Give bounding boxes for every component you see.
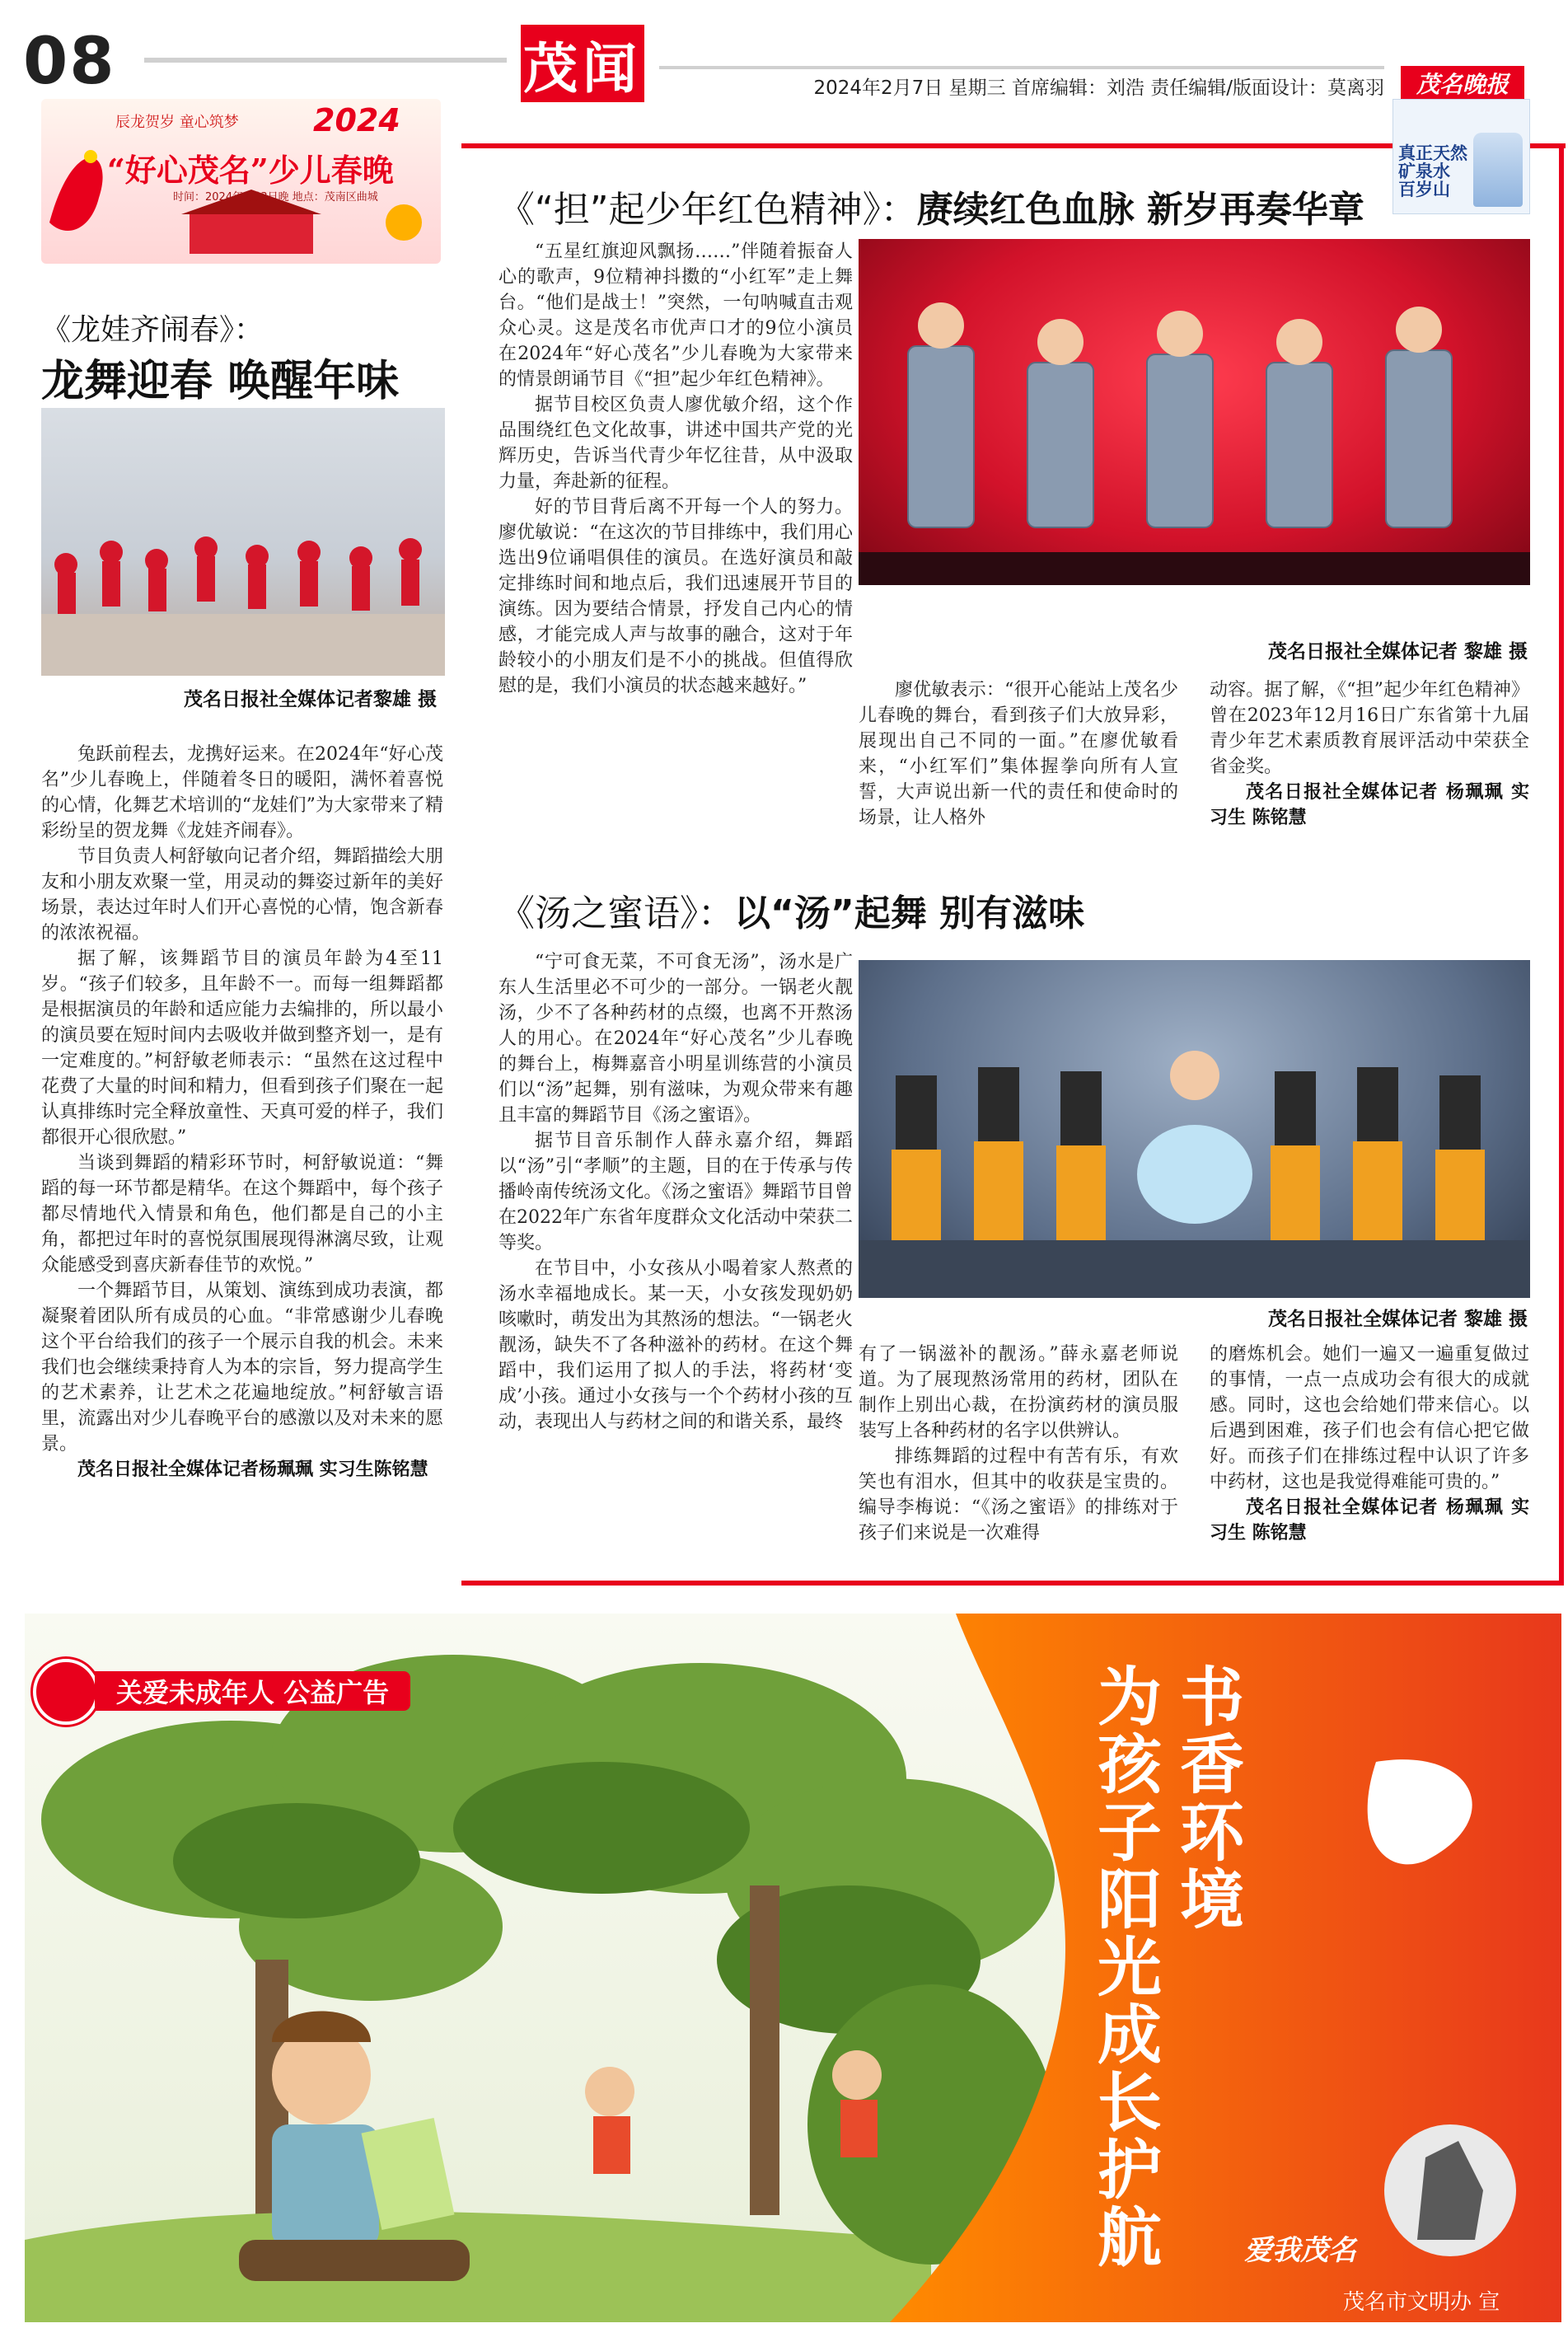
article3-paragraph: 在节目中，小女孩从小喝着家人熬煮的汤水幸福地成长。某一天，小女孩发现奶奶咳嗽时，萌发出为其熬汤的想法。“一锅老火靓汤，缺失不了各种滋补的药材。在这个舞蹈中，我们运用了拟人的手法，将药材‘变成’小孩。通过小女孩与一个个药材小孩的互动，表现出人与药材之间的和谐关系，最终 [498, 1258, 853, 1432]
article3-photo-credit: 茂名日报社全媒体记者 黎雄 摄 [1267, 1309, 1528, 1330]
article3-col1 [498, 949, 853, 1435]
article1-title: 龙舞迎春 唤醒年味 [41, 357, 400, 406]
article2-byline: 茂名日报社全媒体记者 杨珮珮 实习生 陈铭慧 [1210, 782, 1529, 828]
article3-pretitle: 《汤之蜜语》： [498, 892, 734, 934]
article1-pretitle: 《龙娃齐闹春》： [41, 313, 264, 347]
brand-logo: 爱我茂名 [1244, 2234, 1356, 2267]
frame-right [1559, 143, 1564, 1586]
article2-col2 [859, 677, 1178, 831]
article2-title: 赓续红色血脉 新岁再奏华章 [916, 189, 1364, 231]
civilization-emblem-icon [33, 1659, 99, 1725]
article2-paragraph: 据节目校区负责人廖优敏介绍，这个作品围绕红色文化故事，讲述中国共产党的光辉历史，告诉当代青少年忆往昔，从中汲取力量，奔赴新的征程。 [498, 395, 853, 492]
article1-photo-credit: 茂名日报社全媒体记者黎雄 摄 [183, 689, 437, 710]
article2-heading [498, 180, 1364, 232]
ad-text: 真正天然矿泉水 百岁山 [1398, 143, 1467, 199]
red-army-photo [859, 239, 1530, 585]
header-rule-right [659, 66, 1384, 69]
article3-col3 [1210, 1342, 1529, 1546]
park-scene-illustration-icon [25, 1614, 1561, 2322]
article1-paragraph: 一个舞蹈节目，从策划、演练到成功表演，都凝聚着团队所有成员的心血。“非常感谢少儿春晚这个平台给我们的孩子一个展示自我的机会。未来我们也会继续秉持育人为本的宗旨，努力提高学生的艺术素养，让艺术之花遍地绽放。”柯舒敏言语里，流露出对少儿春晚平台的感激以及对未来的愿景。 [41, 1281, 443, 1454]
soup-dance-photo [859, 960, 1530, 1298]
banner-title: “好心茂名”少儿春晚 [107, 152, 394, 189]
bottle-icon [1473, 133, 1523, 207]
article2-paragraph: 廖优敏表示：“很开心能站上茂名少儿春晚的舞台，看到孩子们大放异彩，展现出自己不同的一面。”在廖优敏看来，“小红军们”集体握拳向所有人宣誓，大声说出新一代的责任和使命时的场景，让人格外 [859, 680, 1178, 828]
article1-paragraph: 据了解，该舞蹈节目的演员年龄为4至11岁。“孩子们较多，且年龄不一。而每一组舞蹈都是根据演员的年龄和适应能力去编排的，所以最小的演员要在短时间内去吸收并做到整齐划一，是有一定难度的。”柯舒敏老师表示：“虽然在这过程中花费了大量的时间和精力，但看到孩子们聚在一起认真排练时完全释放童性、天真可爱的样子，我们都很开心很欣慰。” [41, 949, 443, 1148]
article3-paragraph: 排练舞蹈的过程中有苦有乐，有欢笑也有泪水，但其中的收获是宝贵的。编导李梅说：“《汤之蜜语》的排练对于孩子们来说是一次难得 [859, 1446, 1178, 1543]
article3-paragraph: “宁可食无菜，不可食无汤”，汤水是广东人生活里必不可少的一部分。一锅老火靓汤，少不了各种药材的点缀，也离不开熬汤人的用心。在2024年“好心茂名”少儿春晚的舞台上，梅舞嘉音小明星训练营的小演员们以“汤”起舞，别有滋味，为观众带来有趣且丰富的舞蹈节目《汤之蜜语》。 [498, 952, 853, 1126]
frame-bottom [461, 1581, 1564, 1586]
article1-paragraph: 当谈到舞蹈的精彩环节时，柯舒敏说道：“舞蹈的每一环节都是精华。在这个舞蹈中，每个孩子都尽情地代入情景和角色，他们都是自己的小主角，都把过年时的喜悦氛围展现得淋漓尽致，让观众能感受到喜庆新春佳节的欢悦。” [41, 1153, 443, 1276]
article3-paragraph: 据节目音乐制作人薛永嘉介绍，舞蹈以“汤”引“孝顺”的主题，目的在于传承与传播岭南传统汤文化。《汤之蜜语》舞蹈节目曾在2022年广东省年度群众文化活动中荣获二等奖。 [498, 1131, 853, 1253]
article2-photo-credit: 茂名日报社全媒体记者 黎雄 摄 [1267, 641, 1528, 663]
banner-year: 2024 [313, 102, 400, 138]
article2-paragraph: 动容。据了解，《“担”起少年红色精神》曾在2023年12月16日广东省第十九届青少年艺术素质教育展评活动中荣获全省金奖。 [1210, 680, 1529, 777]
article2-paragraph: “五星红旗迎风飘扬……”伴随着振奋人心的歌声，9位精神抖擞的“小红军”走上舞台。“他们是战士！”突然，一句呐喊直击观众心灵。这是茂名市优声口才的9位小演员在2024年“好心茂名”少儿春晚为大家带来的情景朗诵节目《“担”起少年红色精神》。 [498, 241, 853, 390]
article3-heading [498, 883, 1084, 936]
page-number: 08 [23, 25, 116, 99]
performers-illustration-icon [859, 239, 1530, 585]
slogan-line2: 为孩子阳光成长护航 [1087, 1663, 1161, 2271]
article2-col3 [1210, 677, 1529, 831]
article1-body [41, 742, 443, 1483]
article3-title: 以“汤”起舞 别有滋味 [734, 892, 1085, 934]
article2-paragraph: 好的节目背后离不开每一个人的努力。廖优敏说：“在这次的节目排练中，我们用心选出9位诵唱俱佳的演员。在选好演员和敲定排练时间和地点后，我们迅速展开节目的演练。因为要结合情景，抒发自己内心的情感，才能完成人声与故事的融合，这对于年龄较小的小朋友们是不小的挑战。但值得欣慰的是，我们小演员的状态越来越好。” [498, 497, 853, 696]
article2-pretitle: 《“担”起少年红色精神》： [498, 189, 917, 231]
header-rule-left [144, 58, 507, 63]
dragon-dance-photo [41, 408, 445, 676]
ad-issuer: 茂名市文明办 宣 [1343, 2290, 1500, 2315]
article2-col1 [498, 239, 853, 699]
article1-paragraph: 节目负责人柯舒敏向记者介绍，舞蹈描绘大朋友和小朋友欢聚一堂，用灵动的舞姿过新年的美好场景，表达过年时人们开心喜悦的心情，饱含新春的浓浓祝福。 [41, 846, 443, 944]
section-tag: 茂闻 [521, 25, 644, 102]
mineral-water-ad [1392, 99, 1530, 214]
banner-meta: 时间：2024年2月3日晚 地点：茂南区曲城 [173, 191, 378, 204]
article1-paragraph: 兔跃前程去，龙携好运来。在2024年“好心茂名”少儿春晚上，伴随着冬日的暖阳，满怀着喜悦的心情，化舞艺术培训的“龙娃们”为大家带来了精彩纷呈的贺龙舞《龙娃齐闹春》。 [41, 744, 443, 841]
article1-byline: 茂名日报社全媒体记者杨珮珮 实习生陈铭慧 [77, 1459, 428, 1480]
article3-byline: 茂名日报社全媒体记者 杨珮珮 实习生 陈铭慧 [1210, 1497, 1529, 1543]
dancers-illustration-icon [41, 408, 445, 676]
article3-col2 [859, 1342, 1178, 1546]
article3-paragraph: 的磨炼机会。她们一遍又一遍重复做过的事情，一点一点成功会有很大的成就感。同时，这也会给她们带来信心。以后遇到困难，孩子们也会有信心把它做好。而孩子们在排练过程中认识了许多中药材，这也是我觉得难能可贵的。” [1210, 1344, 1529, 1492]
gala-banner [41, 99, 441, 264]
masthead-logo: 茂名晚报 [1401, 66, 1524, 101]
banner-tagline: 辰龙贺岁 童心筑梦 [115, 114, 239, 131]
public-service-ad [25, 1614, 1561, 2322]
slogan-line1: 书香环境 [1169, 1663, 1243, 1933]
article3-paragraph: 有了一锅滋补的靓汤。”薛永嘉老师说道。为了展现熬汤常用的药材，团队在制作上别出心裁，在扮演药材的演员服装写上各种药材的名字以供辨认。 [859, 1344, 1178, 1441]
public-service-tag: 关爱未成年人 公益广告 [95, 1671, 410, 1711]
soup-dancers-illustration-icon [859, 960, 1530, 1298]
header-info: 2024年2月7日 星期三 首席编辑：刘浩 责任编辑/版面设计：莫离羽 [813, 77, 1384, 99]
